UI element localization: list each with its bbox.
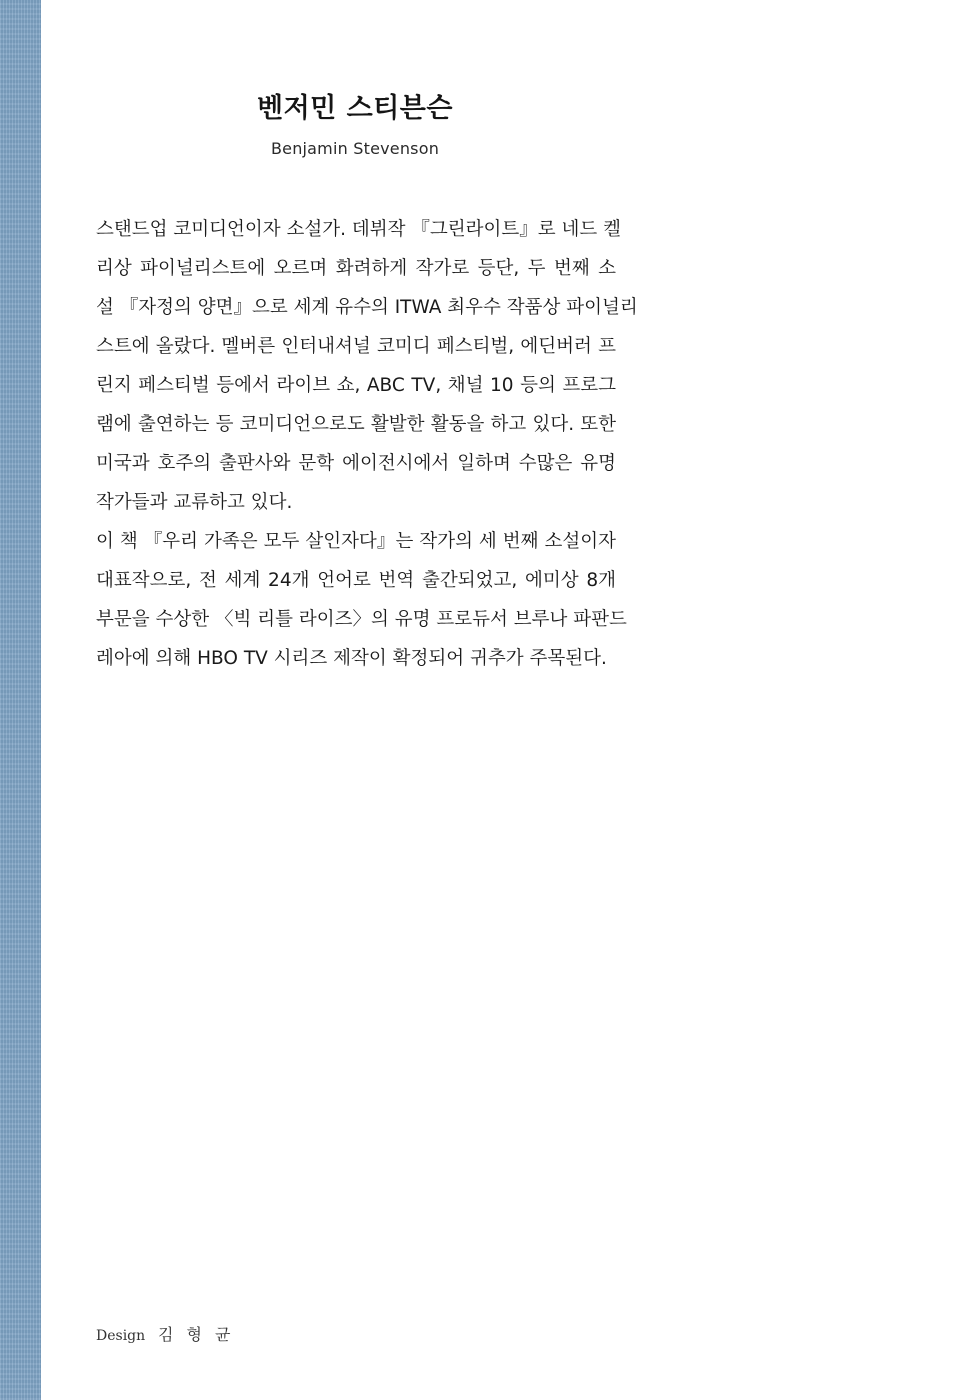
bio-line: 린지 페스티벌 등에서 라이브 쇼, ABC TV, 채널 10 등의 프로그 xyxy=(96,375,616,396)
bio-line: 램에 출연하는 등 코미디언으로도 활발한 활동을 하고 있다. 또한 xyxy=(96,414,616,435)
designer-name: 김 형 균 xyxy=(157,1325,235,1344)
bio-line: 부문을 수상한 〈빅 리틀 라이즈〉의 유명 프로듀서 브루나 파판드 xyxy=(96,609,627,630)
bio-line: 리상 파이널리스트에 오르며 화려하게 작가로 등단, 두 번째 소 xyxy=(96,258,616,279)
author-name-korean: 벤저민 스티븐슨 xyxy=(257,93,453,124)
bio-line: 대표작으로, 전 세계 24개 언어로 번역 출간되었고, 에미상 8개 xyxy=(96,570,616,591)
bio-line: 레아에 의해 HBO TV 시리즈 제작이 확정되어 귀추가 주목된다. xyxy=(96,648,607,669)
cover-spine-band xyxy=(0,0,41,1400)
bio-line: 작가들과 교류하고 있다. xyxy=(96,492,293,513)
design-credit xyxy=(96,1322,234,1345)
design-credit-label: Design xyxy=(96,1328,146,1344)
author-name-english: Benjamin Stevenson xyxy=(270,139,440,158)
bio-line: 미국과 호주의 출판사와 문학 에이전시에서 일하며 수많은 유명 xyxy=(96,453,616,474)
bio-line: 이 책 『우리 가족은 모두 살인자다』는 작가의 세 번째 소설이자 xyxy=(96,531,616,552)
author-biography xyxy=(96,210,638,678)
bio-line: 설 『자정의 양면』으로 세계 유수의 ITWA 최우수 작품상 파이널리 xyxy=(96,297,638,318)
bio-line: 스트에 올랐다. 멜버른 인터내셔널 코미디 페스티벌, 에딘버러 프 xyxy=(96,336,616,357)
bio-line: 스탠드업 코미디언이자 소설가. 데뷔작 『그린라이트』로 네드 켈 xyxy=(96,219,621,240)
